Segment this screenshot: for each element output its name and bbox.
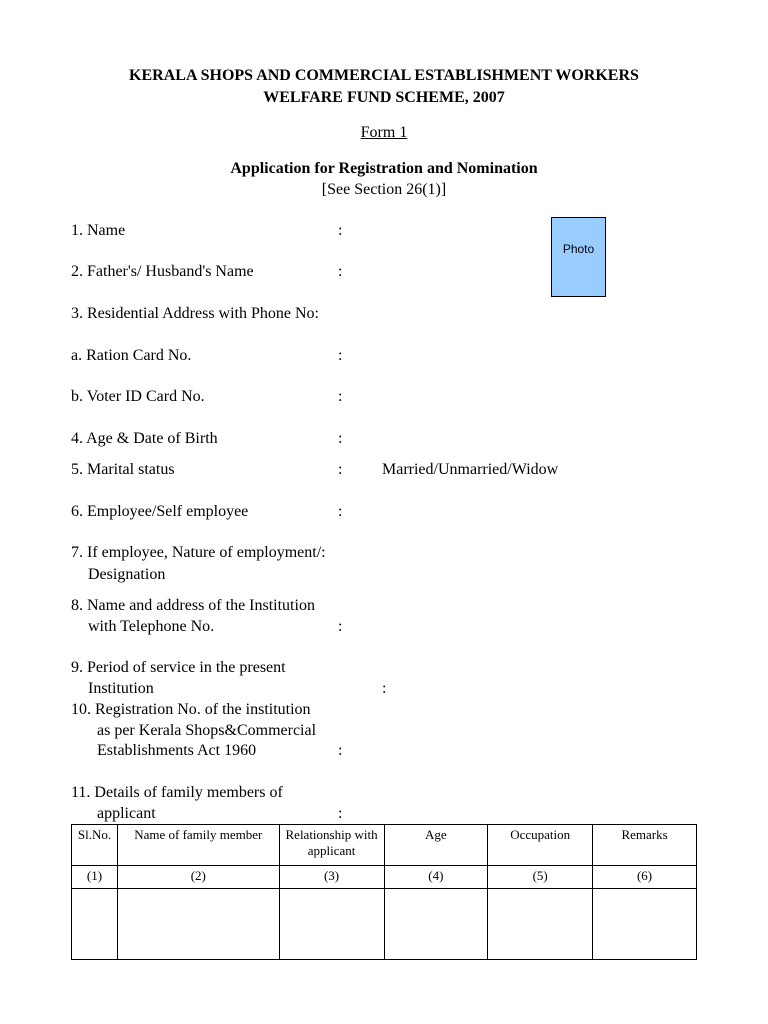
- field-employment-nature-label: 7. If employee, Nature of employment/:: [71, 544, 326, 561]
- field-registration-no-colon: :: [338, 742, 343, 759]
- field-family-details-label: 11. Details of family members of: [71, 784, 283, 801]
- family-members-table: [71, 824, 697, 960]
- field-service-period-colon: :: [382, 680, 387, 697]
- form-title-line2: WELFARE FUND SCHEME, 2007: [263, 89, 505, 106]
- form-title-line1: KERALA SHOPS AND COMMERCIAL ESTABLISHMENT WORKERS: [129, 67, 639, 84]
- section-reference: [See Section 26(1)]: [321, 181, 447, 198]
- field-marital-status-colon: :: [338, 461, 343, 478]
- table-header-row: [72, 825, 697, 866]
- table-cell[interactable]: [488, 889, 593, 960]
- field-service-period-label-cont: Institution: [88, 680, 154, 697]
- field-voter-id-colon: :: [338, 388, 343, 405]
- field-age-dob-colon: :: [338, 430, 343, 447]
- table-header-cell: Remarks: [593, 825, 697, 866]
- field-institution-colon: :: [338, 618, 343, 635]
- table-number-cell: (3): [279, 866, 384, 889]
- table-header-cell: Sl.No.: [72, 825, 118, 866]
- field-family-details-colon: :: [338, 805, 343, 822]
- table-cell[interactable]: [117, 889, 279, 960]
- table-number-cell: (5): [488, 866, 593, 889]
- photo-box[interactable]: [551, 217, 606, 297]
- field-name-label: 1. Name: [71, 222, 126, 239]
- form-subtitle: Application for Registration and Nomination: [230, 160, 538, 177]
- field-registration-no-label: 10. Registration No. of the institution: [71, 701, 311, 718]
- table-header-cell: Occupation: [488, 825, 593, 866]
- field-employee-label: 6. Employee/Self employee: [71, 503, 249, 520]
- field-address-label: 3. Residential Address with Phone No:: [71, 305, 319, 322]
- table-number-cell: (4): [384, 866, 488, 889]
- field-ration-card-colon: :: [338, 347, 343, 364]
- table-number-cell: (6): [593, 866, 697, 889]
- field-voter-id-label: b. Voter ID Card No.: [71, 388, 205, 405]
- table-header-cell: Relationship with applicant: [279, 825, 384, 866]
- field-father-husband-colon: :: [338, 263, 343, 280]
- field-marital-status-options: Married/Unmarried/Widow: [382, 461, 559, 478]
- field-institution-label-cont: with Telephone No.: [88, 618, 215, 635]
- field-registration-no-label-cont2: Establishments Act 1960: [97, 742, 257, 759]
- field-service-period-label: 9. Period of service in the present: [71, 659, 286, 676]
- field-father-husband-label: 2. Father's/ Husband's Name: [71, 263, 254, 280]
- table-cell[interactable]: [384, 889, 488, 960]
- table-number-row: [72, 866, 697, 889]
- table-cell[interactable]: [593, 889, 697, 960]
- table-cell[interactable]: [279, 889, 384, 960]
- photo-label: Photo: [562, 242, 595, 256]
- table-row: [72, 889, 697, 960]
- table-number-cell: (1): [72, 866, 118, 889]
- field-employment-nature-label-cont: Designation: [88, 566, 166, 583]
- table-header-cell: Name of family member: [117, 825, 279, 866]
- table-number-cell: (2): [117, 866, 279, 889]
- field-family-details-label-cont: applicant: [97, 805, 156, 822]
- form-number: Form 1: [360, 124, 408, 141]
- field-institution-label: 8. Name and address of the Institution: [71, 597, 315, 614]
- table-header-cell: Age: [384, 825, 488, 866]
- table-cell[interactable]: [72, 889, 118, 960]
- field-employee-colon: :: [338, 503, 343, 520]
- field-registration-no-label-cont1: as per Kerala Shops&Commercial: [97, 722, 317, 739]
- field-ration-card-label: a. Ration Card No.: [71, 347, 192, 364]
- field-name-colon: :: [338, 222, 343, 239]
- field-marital-status-label: 5. Marital status: [71, 461, 175, 478]
- field-age-dob-label: 4. Age & Date of Birth: [71, 430, 218, 447]
